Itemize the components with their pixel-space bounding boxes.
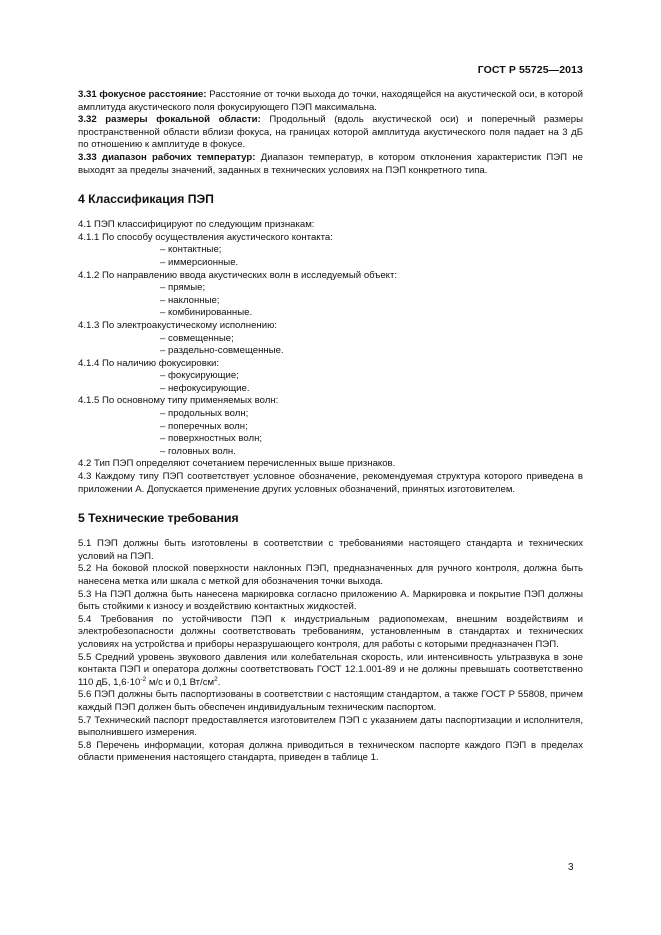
term-3-33 (78, 152, 583, 177)
paragraph-4-3: 4.3 Каждому типу ПЭП соответствует условное обозначение, рекомендуемая структура которого приведена в приложении А. Допускается применение других условных обозначений, принятых изготовителем. (78, 471, 583, 495)
paragraph-5-8: 5.8 Перечень информации, которая должна приводиться в техническом паспорте каждого ПЭП в пределах области применения настоящего стандарта, приведен в таблице 1. (78, 739, 583, 764)
term-3-31 (78, 89, 583, 114)
classification-group-label: 4.1.4 По наличию фокусировки: (78, 357, 220, 369)
classification-intro: 4.1 ПЭП классифицируют по следующим признакам: (78, 219, 315, 231)
term-label: 3.33 диапазон рабочих температур: (78, 151, 256, 163)
p55-text-c: . (217, 676, 221, 688)
classification-groups (78, 232, 583, 459)
classification-list-item: – поперечных волн; (160, 420, 248, 432)
classification-list-item: – иммерсионные. (160, 256, 239, 268)
p55-text-b: м/с и 0,1 Вт/см (146, 676, 215, 688)
standard-header: ГОСТ Р 55725—2013 (477, 64, 583, 76)
paragraph-5-7: 5.7 Технический паспорт предоставляется изготовителем ПЭП с указанием даты паспортизации и исполнителя, выполнившего измерения. (78, 714, 583, 739)
term-definition: Расстояние от точки выхода до точки, находящейся на акустической оси, в которой амплитуда акустического поля фокусирующего ПЭП максимальна. (78, 89, 583, 113)
classification-list-item: – наклонные; (160, 294, 220, 306)
paragraph-5-3: 5.3 На ПЭП должна быть нанесена маркировка согласно приложению А. Маркировка и покрытие ПЭП должны быть стойкими к износу и воздействию контактных жидкостей. (78, 588, 583, 613)
page-content (78, 89, 583, 765)
classification-group-label: 4.1.3 По электроакустическому исполнению: (78, 319, 277, 331)
classification-list-item: – поверхностных волн; (160, 433, 263, 445)
section-5-title: 5 Технические требования (78, 511, 239, 526)
term-definition: Продольный (вдоль акустической оси) и поперечный размеры пространственной области вблизи фокуса, на границах которой амплитуда акустического поля падает на 3 дБ по отношению к амплитуде в фокусе. (78, 114, 583, 151)
classification-group-label: 4.1.5 По основному типу применяемых волн: (78, 395, 279, 407)
term-label: 3.32 размеры фокальной области: (78, 114, 261, 126)
classification-list-item: – фокусирующие; (160, 370, 239, 382)
paragraph-5-2: 5.2 На боковой плоской поверхности наклонных ПЭП, предназначенных для ручного контроля, должна быть нанесена метка или шкала с меткой для обозначения точки выхода. (78, 563, 583, 587)
classification-group-label: 4.1.2 По направлению ввода акустических волн в исследуемый объект: (78, 269, 398, 281)
classification-group-label: 4.1.1 По способу осуществления акустического контакта: (78, 231, 333, 243)
term-label: 3.31 фокусное расстояние: (78, 89, 207, 100)
paragraph-5-6: 5.6 ПЭП должны быть паспортизованы в соответствии с настоящим стандартом, а также ГОСТ Р 55808, причем каждый ПЭП должен быть обеспечен индивидуальным техническим паспортом. (78, 689, 583, 713)
classification-list-item: – продольных волн; (160, 408, 249, 420)
classification-list-item: – нефокусирующие. (160, 382, 250, 394)
classification-list-item: – раздельно-совмещенные. (160, 345, 284, 357)
paragraph-5-5 (78, 652, 583, 690)
paragraph-5-4: 5.4 Требования по устойчивости ПЭП к индустриальным радиопомехам, внешним воздействиям и электробезопасности должны соответствовать требованиям, установленным в стандартах и технических условиях на устройства и приборы неразрушающего контроля, для работы с которыми предназначен ПЭП. (78, 613, 583, 650)
paragraph-5-1: 5.1 ПЭП должны быть изготовлены в соответствии с требованиями настоящего стандарта и технических условий на ПЭП. (78, 538, 583, 562)
classification-list-item: – прямые; (160, 282, 206, 294)
term-3-32 (78, 114, 583, 152)
p55-exponent-2: 2 (214, 675, 218, 683)
classification-list-item: – контактные; (160, 244, 222, 256)
classification-list-item: – головных волн. (160, 445, 236, 457)
p55-text-a: 5.5 Средний уровень звукового давления или колебательная скорость, или интенсивность ультразвука в зоне контакта ПЭП и оператора должны соответствовать ГОСТ 12.1.001-89 и не должны превышать соответственно 110 дБ, 1,6·10 (78, 651, 583, 688)
page-number: 3 (568, 862, 574, 873)
classification-list-item: – совмещенные; (160, 332, 234, 344)
paragraph-4-2: 4.2 Тип ПЭП определяют сочетанием перечисленных выше признаков. (78, 458, 396, 470)
p55-exponent-1: -2 (140, 675, 147, 683)
section-4-title: 4 Классификация ПЭП (78, 192, 214, 207)
classification-list-item: – комбинированные. (160, 307, 253, 319)
term-definition: Диапазон температур, в котором отклонения характеристик ПЭП не выходят за пределы значений, заданных в технических условиях на ПЭП конкретного типа. (78, 151, 583, 176)
